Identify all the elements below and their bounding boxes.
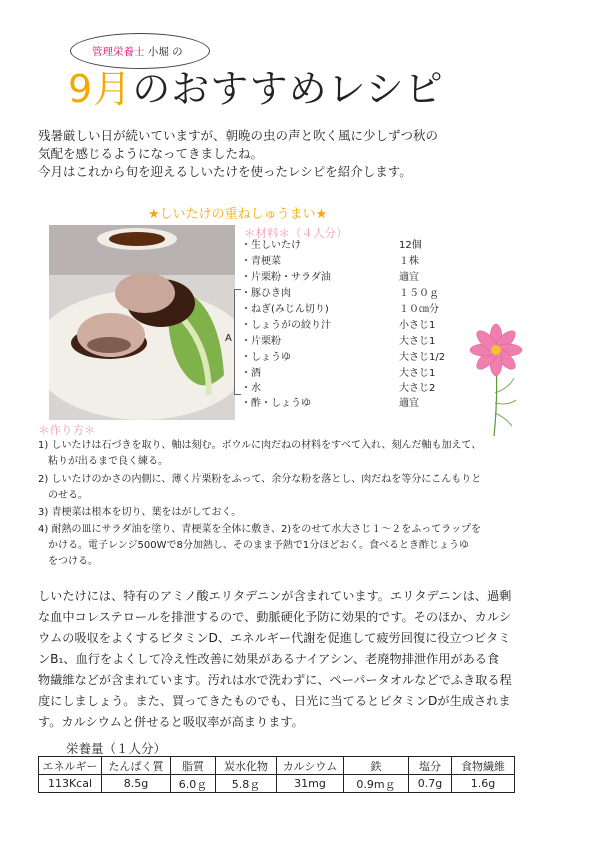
nutrition-value-cell: 113Kcal	[39, 775, 102, 793]
step-line: をつける。	[38, 556, 98, 567]
nutrition-header-cell: たんぱく質	[102, 757, 171, 775]
nutrition-header-cell: 鉄	[344, 757, 409, 775]
ingredient-row	[241, 286, 471, 301]
steps-heading: ＊作り方＊	[38, 423, 96, 437]
ingredient-name: ・片栗粉	[241, 336, 281, 347]
nutrition-value-cell: 0.7g	[409, 775, 452, 793]
nutrition-header-cell: カルシウム	[277, 757, 344, 775]
author-line	[92, 44, 183, 59]
recipe-photo	[49, 225, 235, 420]
ingredient-name: ・生しいたけ	[241, 240, 301, 251]
intro-line: 残暑厳しい日が続いていますが、朝晩の虫の声と吹く風に少しずつ秋の	[38, 128, 439, 143]
description-line: 物繊維などが含まれています。汚れは水で洗わずに、ペーパータオルなどでふき取る程	[38, 673, 512, 687]
ingredient-row	[241, 270, 471, 285]
description-line: な血中コレステロールを排泄するので、動脈硬化予防に効果的です。そのほか、カルシ	[38, 610, 511, 624]
ingredient-row	[241, 396, 471, 411]
ingredients-heading: ＊材料＊（４人分）	[244, 226, 348, 240]
ingredient-amount: 大さじ2	[399, 383, 436, 394]
ingredient-name: ・豚ひき肉	[241, 288, 291, 299]
ingredient-name: ・しょうゆ	[241, 352, 291, 363]
description-line: 度にしましょう。また、買ってきたものでも、日光に当てるとビタミンDが生成されま	[38, 694, 511, 708]
ingredient-name: ・ねぎ(みじん切り)	[241, 304, 329, 315]
nutrition-value-cell: 31mg	[277, 775, 344, 793]
ingredient-name: ・酒	[241, 368, 261, 379]
ingredient-row	[241, 366, 471, 381]
ingredient-amount: １５０ｇ	[399, 288, 439, 299]
nutrition-header-cell: 食物繊維	[452, 757, 515, 775]
ingredient-amount: 大さじ1/2	[399, 352, 446, 363]
ingredient-amount: 適宜	[399, 272, 419, 283]
ingredient-name: ・酢・しょうゆ	[241, 398, 311, 409]
ingredient-group-label: A	[225, 333, 232, 344]
ingredient-amount: １０㎝分	[399, 304, 439, 315]
ingredient-row	[241, 381, 471, 396]
nutrition-header-cell: 塩分	[409, 757, 452, 775]
nutrition-value-cell: 5.8ｇ	[216, 775, 277, 793]
title-rest: のおすすめレシピ	[132, 67, 444, 111]
ingredient-amount: 適宜	[399, 398, 419, 409]
author-name: 小堀 の	[147, 46, 183, 58]
ingredient-amount: 小さじ1	[399, 320, 436, 331]
nutrition-header-row	[39, 757, 515, 775]
ingredient-row	[241, 302, 471, 317]
nutrition-value-cell: 6.0ｇ	[171, 775, 216, 793]
recipe-title: ★しいたけの重ねしゅうまい★	[148, 207, 328, 222]
nutrition-value-row	[39, 775, 515, 793]
ingredient-row	[241, 350, 471, 365]
step-line: のせる。	[38, 490, 88, 501]
ingredient-amount: １株	[399, 256, 419, 267]
step-line: 2) しいたけのかさの内側に、薄く片栗粉をふって、余分な粉を落とし、肉だねを等分にこんもりと	[38, 474, 482, 485]
ingredient-name: ・片栗粉・サラダ油	[241, 272, 331, 283]
nutrition-table	[38, 756, 515, 793]
ingredient-amount: 大さじ1	[399, 336, 436, 347]
title-month: 9月	[68, 67, 133, 111]
step-line: 1) しいたけは石づきを取り、軸は刻む。ボウルに肉だねの材料をすべて入れ、刻んだ軸も加えて、	[38, 440, 482, 451]
intro-line: 今月はこれから旬を迎えるしいたけを使ったレシピを紹介します。	[38, 164, 412, 179]
nutrition-value-cell: 1.6g	[452, 775, 515, 793]
nutrition-heading: 栄養量（１人分）	[66, 741, 167, 756]
ingredient-row	[241, 254, 471, 269]
ingredient-name: ・しょうがの絞り汁	[241, 320, 331, 331]
ingredient-row	[241, 238, 471, 253]
step-line: 4) 耐熱の皿にサラダ油を塗り、青梗菜を全体に敷き、2)をのせて水大さじ１～２をふってラップを	[38, 524, 482, 535]
step-line: かける。電子レンジ500Wで8分加熱し、そのまま予熱で1分ほどおく。食べるとき酢じょうゆ	[38, 540, 469, 551]
description-line: す。カルシウムと併せると吸収率が高まります。	[38, 715, 304, 729]
ingredient-name: ・水	[241, 383, 261, 394]
ingredient-row	[241, 334, 471, 349]
description-line: ンB₁、血行をよくして冷え性改善に効果があるナイアシン、老廃物排泄作用がある食	[38, 652, 500, 666]
ingredient-amount: 大さじ1	[399, 368, 436, 379]
nutrition-header-cell: エネルギー	[39, 757, 102, 775]
cosmos-flower-icon	[464, 318, 534, 438]
ingredient-amount: 12個	[399, 240, 422, 251]
ingredient-group-bracket	[234, 289, 241, 395]
step-line: 3) 青梗菜は根本を切り、葉をはがしておく。	[38, 507, 242, 518]
ingredient-name: ・青梗菜	[241, 256, 281, 267]
nutrition-value-cell: 8.5g	[102, 775, 171, 793]
page-title	[68, 66, 444, 112]
nutrition-header-cell: 炭水化物	[216, 757, 277, 775]
intro-line: 気配を感じるようになってきましたね。	[38, 146, 264, 161]
step-line: 粘りが出るまで良く練る。	[38, 456, 168, 467]
author-role: 管理栄養士	[92, 46, 145, 58]
ingredient-row	[241, 318, 471, 333]
nutrition-header-cell: 脂質	[171, 757, 216, 775]
description-line: しいたけには、特有のアミノ酸エリタデニンが含まれています。エリタデニンは、過剰	[38, 589, 512, 603]
description-line: ウムの吸収をよくするビタミンD、エネルギー代謝を促進して疲労回復に役立つビタミ	[38, 631, 511, 645]
nutrition-value-cell: 0.9mｇ	[344, 775, 409, 793]
